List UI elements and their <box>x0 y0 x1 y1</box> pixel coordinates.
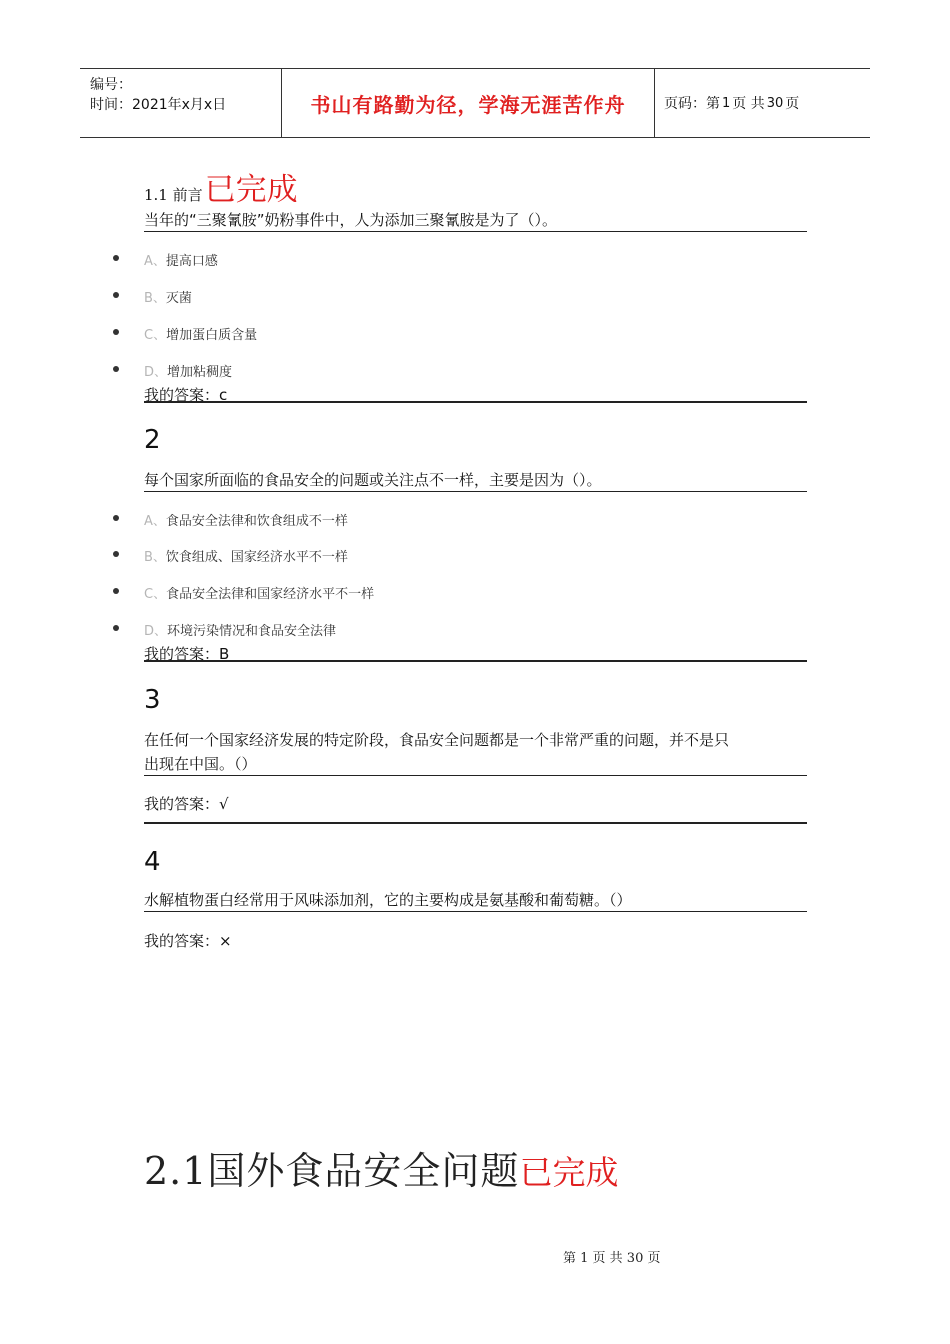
option-letter: C、 <box>144 328 167 343</box>
option-letter: D、 <box>144 624 168 639</box>
bullet-icon <box>113 292 119 298</box>
page-footer: 第 1 页 共 30 页 <box>563 1251 661 1266</box>
divider <box>144 401 807 403</box>
option-text: 食品安全法律和饮食组成不一样 <box>165 514 348 529</box>
option-letter: D、 <box>144 365 168 380</box>
question-number: 2 <box>144 425 161 455</box>
option-text: 环境污染情况和食品安全法律 <box>167 624 337 639</box>
option-c <box>144 583 374 602</box>
question-number: 3 <box>144 685 161 715</box>
header-page-info <box>664 69 799 137</box>
time-label: 时间：2021年x月x日 <box>90 97 227 113</box>
document-header <box>80 68 870 138</box>
question-text: 每个国家所面临的食品安全的问题或关注点不一样，主要是因为（）。 <box>144 471 602 489</box>
option-b <box>144 546 348 565</box>
option-c <box>144 324 257 343</box>
question-number: 4 <box>144 847 161 877</box>
option-letter: B、 <box>144 291 166 306</box>
page-mid: 页 共 <box>732 96 765 112</box>
page-suffix: 页 <box>785 96 800 112</box>
question-text-line-2: 出现在中国。（） <box>144 755 257 773</box>
question-text-line-1: 在任何一个国家经济发展的特定阶段，食品安全问题都是一个非常严重的问题，并不是只 <box>144 731 730 749</box>
option-text: 增加蛋白质含量 <box>166 328 258 343</box>
page-prefix: 页码：第 <box>664 96 720 112</box>
section-heading <box>144 164 298 209</box>
divider <box>144 491 807 492</box>
option-a <box>144 250 218 269</box>
divider <box>144 660 807 662</box>
my-answer: 我的答案：× <box>144 932 232 950</box>
option-text: 增加粘稠度 <box>167 365 233 380</box>
bullet-icon <box>113 515 119 521</box>
section-title: 1.1 前言 <box>144 186 203 204</box>
divider <box>144 231 807 232</box>
header-meta <box>90 75 226 115</box>
question-text: 水解植物蛋白经常用于风味添加剂，它的主要构成是氨基酸和葡萄糖。（） <box>144 891 632 909</box>
option-a <box>144 510 348 529</box>
my-answer: 我的答案：c <box>144 386 228 404</box>
question-text: 当年的“三聚氰胺”奶粉事件中，人为添加三聚氰胺是为了（）。 <box>144 211 558 229</box>
my-answer: 我的答案：√ <box>144 795 229 813</box>
option-letter: C、 <box>144 587 167 602</box>
status-badge: 已完成 <box>519 1153 619 1192</box>
section-title: 2.1国外食品安全问题 <box>144 1149 520 1193</box>
header-divider <box>654 69 655 137</box>
divider <box>144 822 807 824</box>
page-current: 1 <box>722 95 731 111</box>
header-motto: 书山有路勤为径，学海无涯苦作舟 <box>310 92 626 117</box>
divider <box>144 911 807 912</box>
section-heading-large <box>144 1140 618 1195</box>
status-badge: 已完成 <box>204 172 298 208</box>
divider <box>144 775 807 776</box>
option-letter: A、 <box>144 254 166 269</box>
option-letter: A、 <box>144 514 166 529</box>
option-b <box>144 287 192 306</box>
bullet-icon <box>113 625 119 631</box>
bullet-icon <box>113 588 119 594</box>
option-text: 饮食组成、国家经济水平不一样 <box>165 550 348 565</box>
option-d <box>144 620 336 639</box>
bullet-icon <box>113 366 119 372</box>
bullet-icon <box>113 255 119 261</box>
bullet-icon <box>113 329 119 335</box>
bullet-icon <box>113 551 119 557</box>
number-label: 编号： <box>90 77 132 93</box>
option-text: 提高口感 <box>165 254 218 269</box>
option-d <box>144 361 232 380</box>
option-letter: B、 <box>144 550 166 565</box>
page-total: 30 <box>766 95 784 111</box>
my-answer: 我的答案：B <box>144 645 230 663</box>
option-text: 食品安全法律和国家经济水平不一样 <box>166 587 375 602</box>
option-text: 灭菌 <box>165 291 192 306</box>
